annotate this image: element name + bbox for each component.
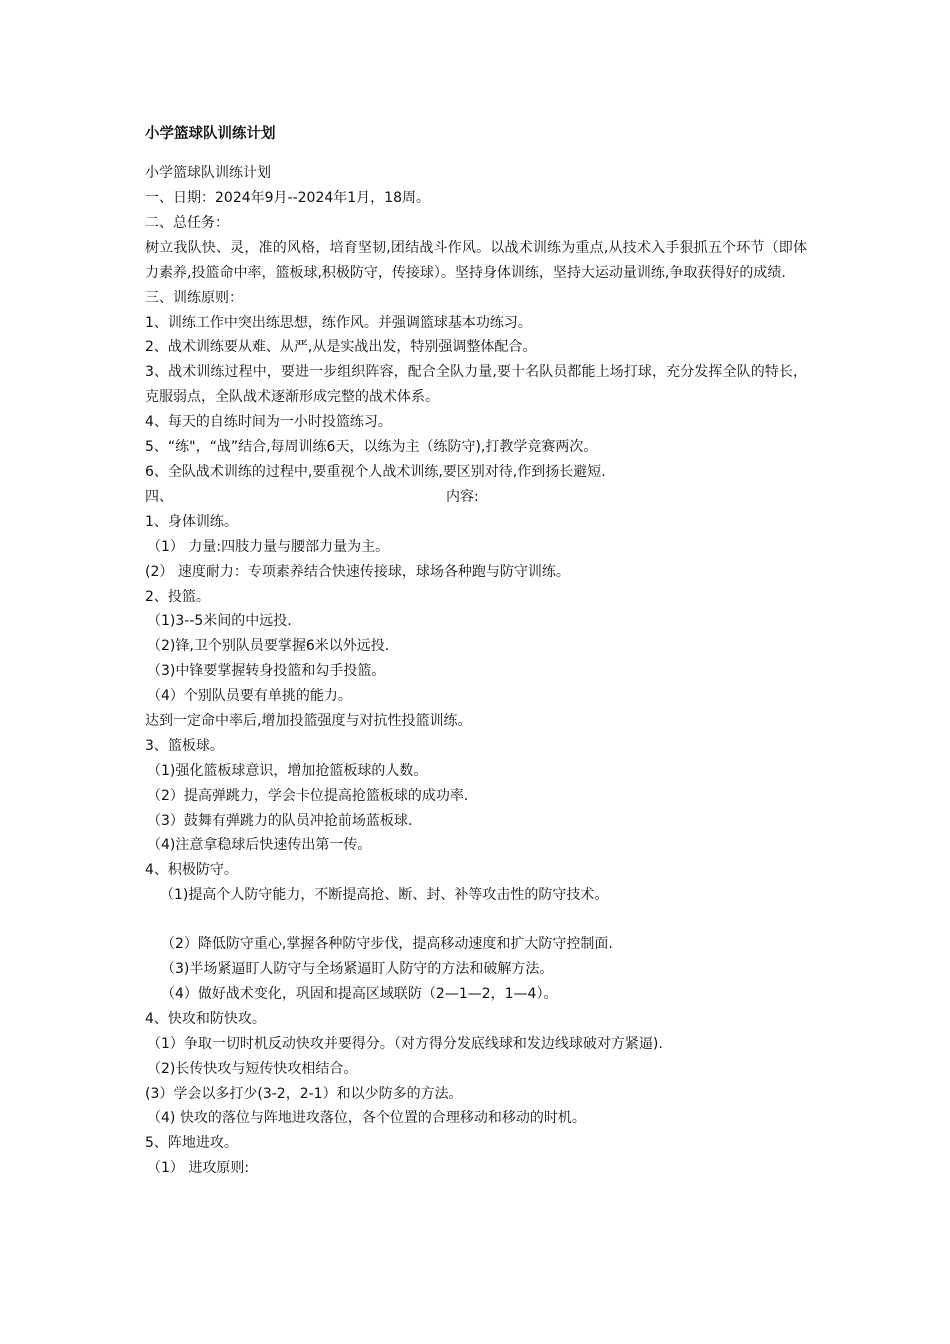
section-defense-item-2: （2）降低防守重心,掌握各种防守步伐，提高移动速度和扩大防守控制面. bbox=[161, 936, 613, 953]
section-shooting-item-2: （2)锋,卫个别队员要掌握6米以外远投. bbox=[147, 638, 390, 655]
principles-heading: 三、训练原则： bbox=[145, 289, 243, 306]
document-title: 小学篮球队训练计划 bbox=[145, 126, 276, 142]
section-rebound-item-2: （2）提高弹跳力，学会卡位提高抢篮板球的成功率. bbox=[147, 787, 469, 804]
section-physical: 1、身体训练。 bbox=[145, 513, 238, 530]
section-defense: 4、积极防守。 bbox=[145, 862, 238, 879]
section-defense-item-4: （4）做好战术变化，巩固和提高区域联防（2—1—2，1—4）。 bbox=[161, 985, 558, 1002]
content-heading bbox=[145, 485, 810, 510]
section-physical-item-1: （1） 力量:四肢力量与腰部力量为主。 bbox=[147, 538, 390, 555]
principle-2: 2、战术训练要从难、从严,从是实战出发，特别强调整体配合。 bbox=[145, 339, 537, 356]
section-halfcourt: 5、阵地进攻。 bbox=[145, 1135, 238, 1152]
section-fastbreak-item-4: （4) 快攻的落位与阵地进攻落位，各个位置的合理移动和移动的时机。 bbox=[147, 1110, 586, 1127]
section-halfcourt-item-1: （1） 进攻原则: bbox=[147, 1160, 250, 1177]
section-rebound: 3、篮板球。 bbox=[145, 737, 224, 754]
section-fastbreak-item-2: （2)长传快攻与短传快攻相结合。 bbox=[147, 1060, 358, 1077]
section-fastbreak: 4、快攻和防快攻。 bbox=[145, 1010, 266, 1027]
section-fastbreak-item-1: （1）争取一切时机反动快攻并要得分。（对方得分发底线球和发边线球破对方紧逼). bbox=[147, 1035, 663, 1052]
section-fastbreak-item-3: (3）学会以多打少(3-2，2-1）和以少防多的方法。 bbox=[145, 1085, 463, 1102]
section-shooting-item-1: （1)3--5米间的中远投. bbox=[147, 613, 292, 630]
principle-1: 1、训练工作中突出练思想，练作风。并强调篮球基本功练习。 bbox=[145, 314, 532, 331]
task-heading: 二、总任务： bbox=[145, 214, 229, 231]
content-heading-label: 内容: bbox=[446, 489, 479, 506]
principle-5: 5、“练"，“战”结合,每周训练6天，以练为主（练防守),打教学竞赛两次。 bbox=[145, 439, 598, 456]
principle-3: 3、战术训练过程中，要进一步组织阵容，配合全队力量,要十名队员都能上场打球，充分发挥全队的特长，克服弱点，全队战术逐渐形成完整的战术体系。 bbox=[145, 364, 807, 406]
document-page bbox=[145, 124, 810, 1181]
section-defense-item-1: （1)提高个人防守能力，不断提高抢、断、封、补等攻击性的防守技术。 bbox=[160, 887, 609, 904]
date-line: 一、日期：2024年9月--2024年1月，18周。 bbox=[145, 189, 430, 206]
task-paragraph: 树立我队快、灵，准的风格，培育坚韧,团结战斗作风。以战术训练为重点,从技术入手狠抓五个环节（即体力素养,投篮命中率，篮板球,积极防守，传接球）。坚持身体训练，坚持大运动量训练,争取获得好的成绩. bbox=[145, 239, 807, 281]
principle-6: 6、全队战术训练的过程中,要重视个人战术训练,要区别对待,作到扬长避短. bbox=[145, 464, 606, 481]
principle-4: 4、每天的自练时间为一小时投篮练习。 bbox=[145, 414, 392, 431]
section-shooting-note: 达到一定命中率后,增加投篮强度与对抗性投篮训练。 bbox=[145, 713, 472, 730]
blank-gap bbox=[145, 908, 810, 932]
subtitle-line: 小学篮球队训练计划 bbox=[145, 165, 271, 181]
section-rebound-item-3: （3）鼓舞有弹跳力的队员冲抢前场蓝板球. bbox=[147, 812, 413, 829]
section-physical-item-2: (2） 速度耐力：专项素养结合快速传接球，球场各种跑与防守训练。 bbox=[145, 563, 570, 580]
section-rebound-item-1: （1)强化篮板球意识，增加抢篮板球的人数。 bbox=[147, 762, 428, 779]
section-rebound-item-4: （4)注意拿稳球后快速传出第一传。 bbox=[147, 837, 372, 854]
section-shooting-item-4: （4）个别队员要有单挑的能力。 bbox=[147, 688, 352, 705]
section-shooting: 2、投篮。 bbox=[145, 588, 210, 605]
document-body bbox=[145, 161, 810, 1181]
section-shooting-item-3: （3)中锋要掌握转身投篮和勾手投篮。 bbox=[147, 663, 386, 680]
section-defense-item-3: （3)半场紧逼盯人防守与全场紧逼盯人防守的方法和破解方法。 bbox=[161, 961, 554, 978]
content-heading-number: 四、 bbox=[145, 489, 173, 506]
